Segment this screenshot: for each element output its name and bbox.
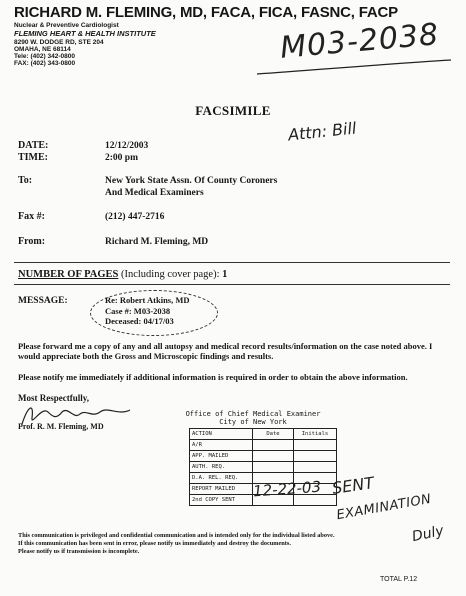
handwritten-underline — [255, 58, 455, 78]
message-reference — [105, 295, 190, 327]
from-label: From: — [18, 236, 46, 247]
letterhead-address1: 8290 W. DODGE RD, STE 204 — [14, 39, 104, 46]
footer-line-1: This communication is privileged and confidential communication and is intended only for the individual listed above. — [18, 532, 335, 539]
message-deceased: Deceased: 04/17/03 — [105, 316, 174, 326]
stamp-heading — [178, 410, 328, 426]
message-label: MESSAGE: — [18, 296, 68, 306]
letterhead-specialty: Nuclear & Preventive Cardiologist — [14, 22, 119, 29]
stamp-row-label: 2nd COPY SENT — [190, 495, 253, 506]
fax-total-pages: TOTAL P.12 — [380, 576, 418, 583]
to-label: To: — [18, 175, 33, 186]
letterhead-name: RICHARD M. FLEMING, MD, FACA, FICA, FASNC, FACP — [14, 4, 398, 21]
document-title: FACSIMILE — [195, 103, 271, 118]
letterhead-institute: FLEMING HEART & HEALTH INSTITUTE — [14, 29, 156, 38]
handwritten-duly: Duly — [410, 522, 446, 546]
message-paragraph-1: Please forward me a copy of any and all autopsy and medical record results/information on the case noted above. I would appreciate both the Gross and Microscopic findings and results. — [18, 341, 433, 361]
message-case: Case #: M03-2038 — [105, 305, 171, 316]
stamp-header-date: Date — [253, 429, 294, 440]
handwritten-attn: Attn: Bill — [287, 118, 358, 145]
divider-bottom — [14, 284, 450, 285]
time-label: TIME: — [18, 152, 48, 163]
handwritten-report-date: 12-22-03 — [252, 477, 322, 501]
stamp-header-action: ACTION — [190, 429, 253, 440]
stamp-row-label: D.A. REL. REQ. — [190, 473, 253, 484]
handwritten-sent: SENT — [330, 473, 376, 498]
table-row — [190, 451, 337, 462]
table-row — [190, 440, 337, 451]
fax-value: (212) 447-2716 — [105, 212, 165, 222]
fax-label: Fax #: — [18, 211, 45, 222]
stamp-row-label: REPORT MAILED — [190, 484, 253, 495]
time-value: 2:00 pm — [105, 153, 138, 163]
stamp-city: City of New York — [219, 418, 287, 426]
from-value: Richard M. Fleming, MD — [105, 237, 209, 247]
pages-label: NUMBER OF PAGES — [18, 269, 119, 280]
date-value: 12/12/2003 — [105, 141, 149, 151]
letterhead-tele: Tele: (402) 342-0800 — [14, 53, 75, 60]
closing-respectfully: Most Respectfully, — [18, 393, 89, 403]
pages-count: 1 — [222, 269, 228, 280]
table-row — [190, 462, 337, 473]
pages-note: (Including cover page): — [120, 269, 220, 280]
stamp-row-label: APP. MAILED — [190, 451, 253, 462]
stamp-header-row — [190, 429, 337, 440]
stamp-row-label: A/R — [190, 440, 253, 451]
message-re: Re: Robert Atkins, MD — [105, 295, 190, 305]
letterhead-address2: OMAHA, NE 68114 — [14, 46, 71, 53]
footer-line-3: Please notify us if transmission is incomplete. — [18, 548, 140, 555]
closing-signer: Prof. R. M. Fleming, MD — [18, 422, 104, 431]
handwritten-case-number: M03-2038 — [278, 17, 441, 66]
message-paragraph-2: Please notify me immediately if additional information is required in order to obtain the above information. — [18, 372, 408, 382]
footer-line-2: If this communication has been sent in error, please notify us immediately and destroy the documents. — [18, 540, 291, 547]
stamp-office: Office of Chief Medical Examiner — [185, 410, 321, 418]
to-value-line1: New York State Assn. Of County Coroners — [105, 176, 278, 186]
date-label: DATE: — [18, 140, 49, 151]
to-value-line2: And Medical Examiners — [105, 188, 204, 198]
number-of-pages — [18, 269, 227, 280]
stamp-header-initials: Initials — [294, 429, 337, 440]
stamp-row-label: AUTH. REQ. — [190, 462, 253, 473]
letterhead-fax: FAX: (402) 343-0800 — [14, 60, 76, 67]
handwritten-examination: EXAMINATION — [335, 491, 433, 524]
divider-top — [14, 262, 450, 263]
